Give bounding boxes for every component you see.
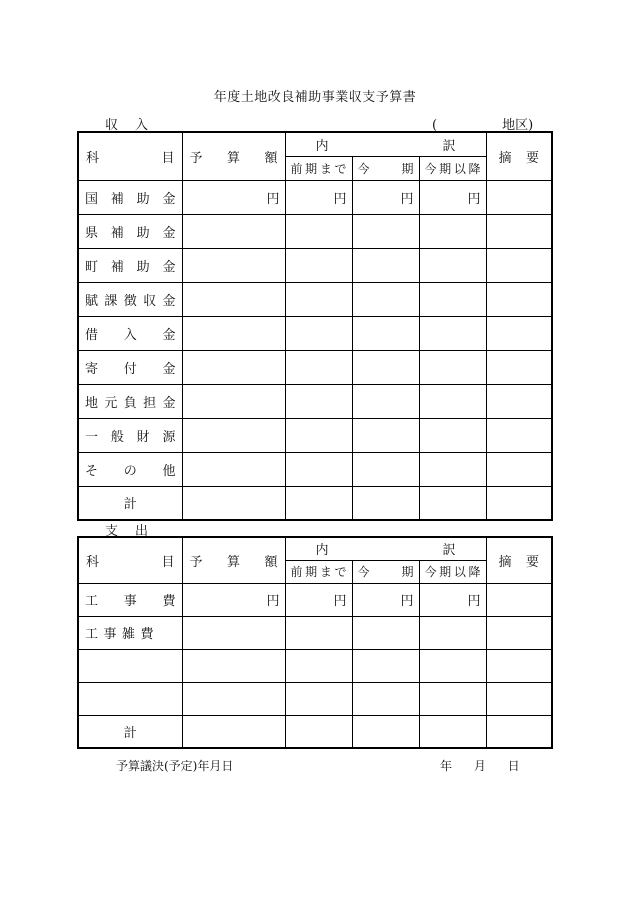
document-title: 年度土地改良補助事業収支予算書 xyxy=(213,90,417,105)
after-cell xyxy=(419,350,486,384)
header-breakdown-right: 訳 xyxy=(442,543,456,559)
table-row xyxy=(78,282,552,316)
after-cell xyxy=(419,649,486,682)
budget-cell xyxy=(182,316,285,350)
row-label: その他 xyxy=(78,452,182,486)
budget-cell xyxy=(182,486,285,520)
table-row xyxy=(78,248,552,282)
total-label: 計 xyxy=(78,486,182,520)
current-cell: 円 xyxy=(352,180,419,214)
remarks-cell xyxy=(486,316,552,350)
income-table xyxy=(77,131,553,521)
remarks-cell xyxy=(486,682,552,715)
current-cell xyxy=(352,384,419,418)
budget-cell xyxy=(182,214,285,248)
current-cell xyxy=(352,316,419,350)
current-cell xyxy=(352,452,419,486)
remarks-cell xyxy=(486,715,552,748)
header-breakdown-left: 内 xyxy=(315,138,329,154)
table-row xyxy=(78,418,552,452)
after-cell xyxy=(419,682,486,715)
budget-cell xyxy=(182,418,285,452)
table-row xyxy=(78,180,552,214)
current-cell xyxy=(352,214,419,248)
budget-cell xyxy=(182,282,285,316)
budget-cell xyxy=(182,682,285,715)
row-label xyxy=(78,649,182,682)
budget-cell xyxy=(182,384,285,418)
current-cell xyxy=(352,350,419,384)
remarks-cell xyxy=(486,214,552,248)
after-cell xyxy=(419,452,486,486)
after-cell: 円 xyxy=(419,583,486,616)
table-row xyxy=(78,350,552,384)
budget-cell xyxy=(182,616,285,649)
prev-cell xyxy=(285,649,352,682)
current-cell: 円 xyxy=(352,583,419,616)
remarks-cell xyxy=(486,649,552,682)
current-cell xyxy=(352,649,419,682)
header-prev: 前期まで xyxy=(285,560,352,583)
row-label: 地元負担金 xyxy=(78,384,182,418)
header-current: 今期 xyxy=(352,156,419,180)
table-row xyxy=(78,649,552,682)
prev-cell xyxy=(285,248,352,282)
budget-cell xyxy=(182,715,285,748)
current-cell xyxy=(352,418,419,452)
current-cell xyxy=(352,248,419,282)
header-remarks: 摘要 xyxy=(486,132,552,180)
prev-cell xyxy=(285,214,352,248)
after-cell xyxy=(419,715,486,748)
remarks-cell xyxy=(486,418,552,452)
header-current: 今期 xyxy=(352,560,419,583)
after-cell xyxy=(419,282,486,316)
current-cell xyxy=(352,682,419,715)
row-label: 賦課徴収金 xyxy=(78,282,182,316)
header-remarks: 摘要 xyxy=(486,537,552,583)
prev-cell xyxy=(285,715,352,748)
expense-section-label: 支 出 xyxy=(105,524,151,539)
remarks-cell xyxy=(486,180,552,214)
table-row xyxy=(78,452,552,486)
header-prev: 前期まで xyxy=(285,156,352,180)
remarks-cell xyxy=(486,616,552,649)
after-cell xyxy=(419,248,486,282)
table-row xyxy=(78,616,552,649)
header-budget: 予算額 xyxy=(182,132,285,180)
table-row xyxy=(78,384,552,418)
date-field: 年 月 日 xyxy=(440,759,520,773)
table-row xyxy=(78,682,552,715)
row-label: 県補助金 xyxy=(78,214,182,248)
header-after: 今期以降 xyxy=(419,560,486,583)
current-cell xyxy=(352,616,419,649)
budget-cell: 円 xyxy=(182,583,285,616)
header-breakdown xyxy=(285,132,486,156)
remarks-cell xyxy=(486,583,552,616)
current-cell xyxy=(352,282,419,316)
budget-cell xyxy=(182,350,285,384)
header-after: 今期以降 xyxy=(419,156,486,180)
prev-cell: 円 xyxy=(285,583,352,616)
prev-cell xyxy=(285,418,352,452)
row-label: 町補助金 xyxy=(78,248,182,282)
remarks-cell xyxy=(486,350,552,384)
budget-cell xyxy=(182,649,285,682)
table-row xyxy=(78,316,552,350)
after-cell xyxy=(419,316,486,350)
after-cell xyxy=(419,384,486,418)
table-row xyxy=(78,583,552,616)
after-cell: 円 xyxy=(419,180,486,214)
prev-cell xyxy=(285,282,352,316)
after-cell xyxy=(419,616,486,649)
row-label xyxy=(78,682,182,715)
total-row xyxy=(78,715,552,748)
budget-cell xyxy=(182,452,285,486)
prev-cell: 円 xyxy=(285,180,352,214)
total-row xyxy=(78,486,552,520)
row-label: 借入金 xyxy=(78,316,182,350)
prev-cell xyxy=(285,384,352,418)
prev-cell xyxy=(285,350,352,384)
header-breakdown-left: 内 xyxy=(315,543,329,559)
header-budget: 予算額 xyxy=(182,537,285,583)
remarks-cell xyxy=(486,452,552,486)
after-cell xyxy=(419,418,486,452)
header-item: 科目 xyxy=(78,537,182,583)
expense-table xyxy=(77,536,553,749)
header-breakdown-right: 訳 xyxy=(442,138,456,154)
header-item: 科目 xyxy=(78,132,182,180)
remarks-cell xyxy=(486,486,552,520)
budget-cell: 円 xyxy=(182,180,285,214)
remarks-cell xyxy=(486,282,552,316)
row-label: 工事費 xyxy=(78,583,182,616)
current-cell xyxy=(352,715,419,748)
total-label: 計 xyxy=(78,715,182,748)
after-cell xyxy=(419,214,486,248)
current-cell xyxy=(352,486,419,520)
prev-cell xyxy=(285,316,352,350)
after-cell xyxy=(419,486,486,520)
row-label: 工事雑費 xyxy=(78,616,182,649)
table-row xyxy=(78,214,552,248)
prev-cell xyxy=(285,452,352,486)
remarks-cell xyxy=(486,248,552,282)
income-section-label: 収 入 xyxy=(105,118,151,133)
prev-cell xyxy=(285,682,352,715)
header-breakdown xyxy=(285,537,486,560)
budget-decision-date-label: 予算議決(予定)年月日 xyxy=(116,759,234,773)
prev-cell xyxy=(285,486,352,520)
row-label: 寄付金 xyxy=(78,350,182,384)
prev-cell xyxy=(285,616,352,649)
district-label: ( 地区) xyxy=(432,118,534,133)
row-label: 一般財源 xyxy=(78,418,182,452)
budget-cell xyxy=(182,248,285,282)
row-label: 国補助金 xyxy=(78,180,182,214)
remarks-cell xyxy=(486,384,552,418)
